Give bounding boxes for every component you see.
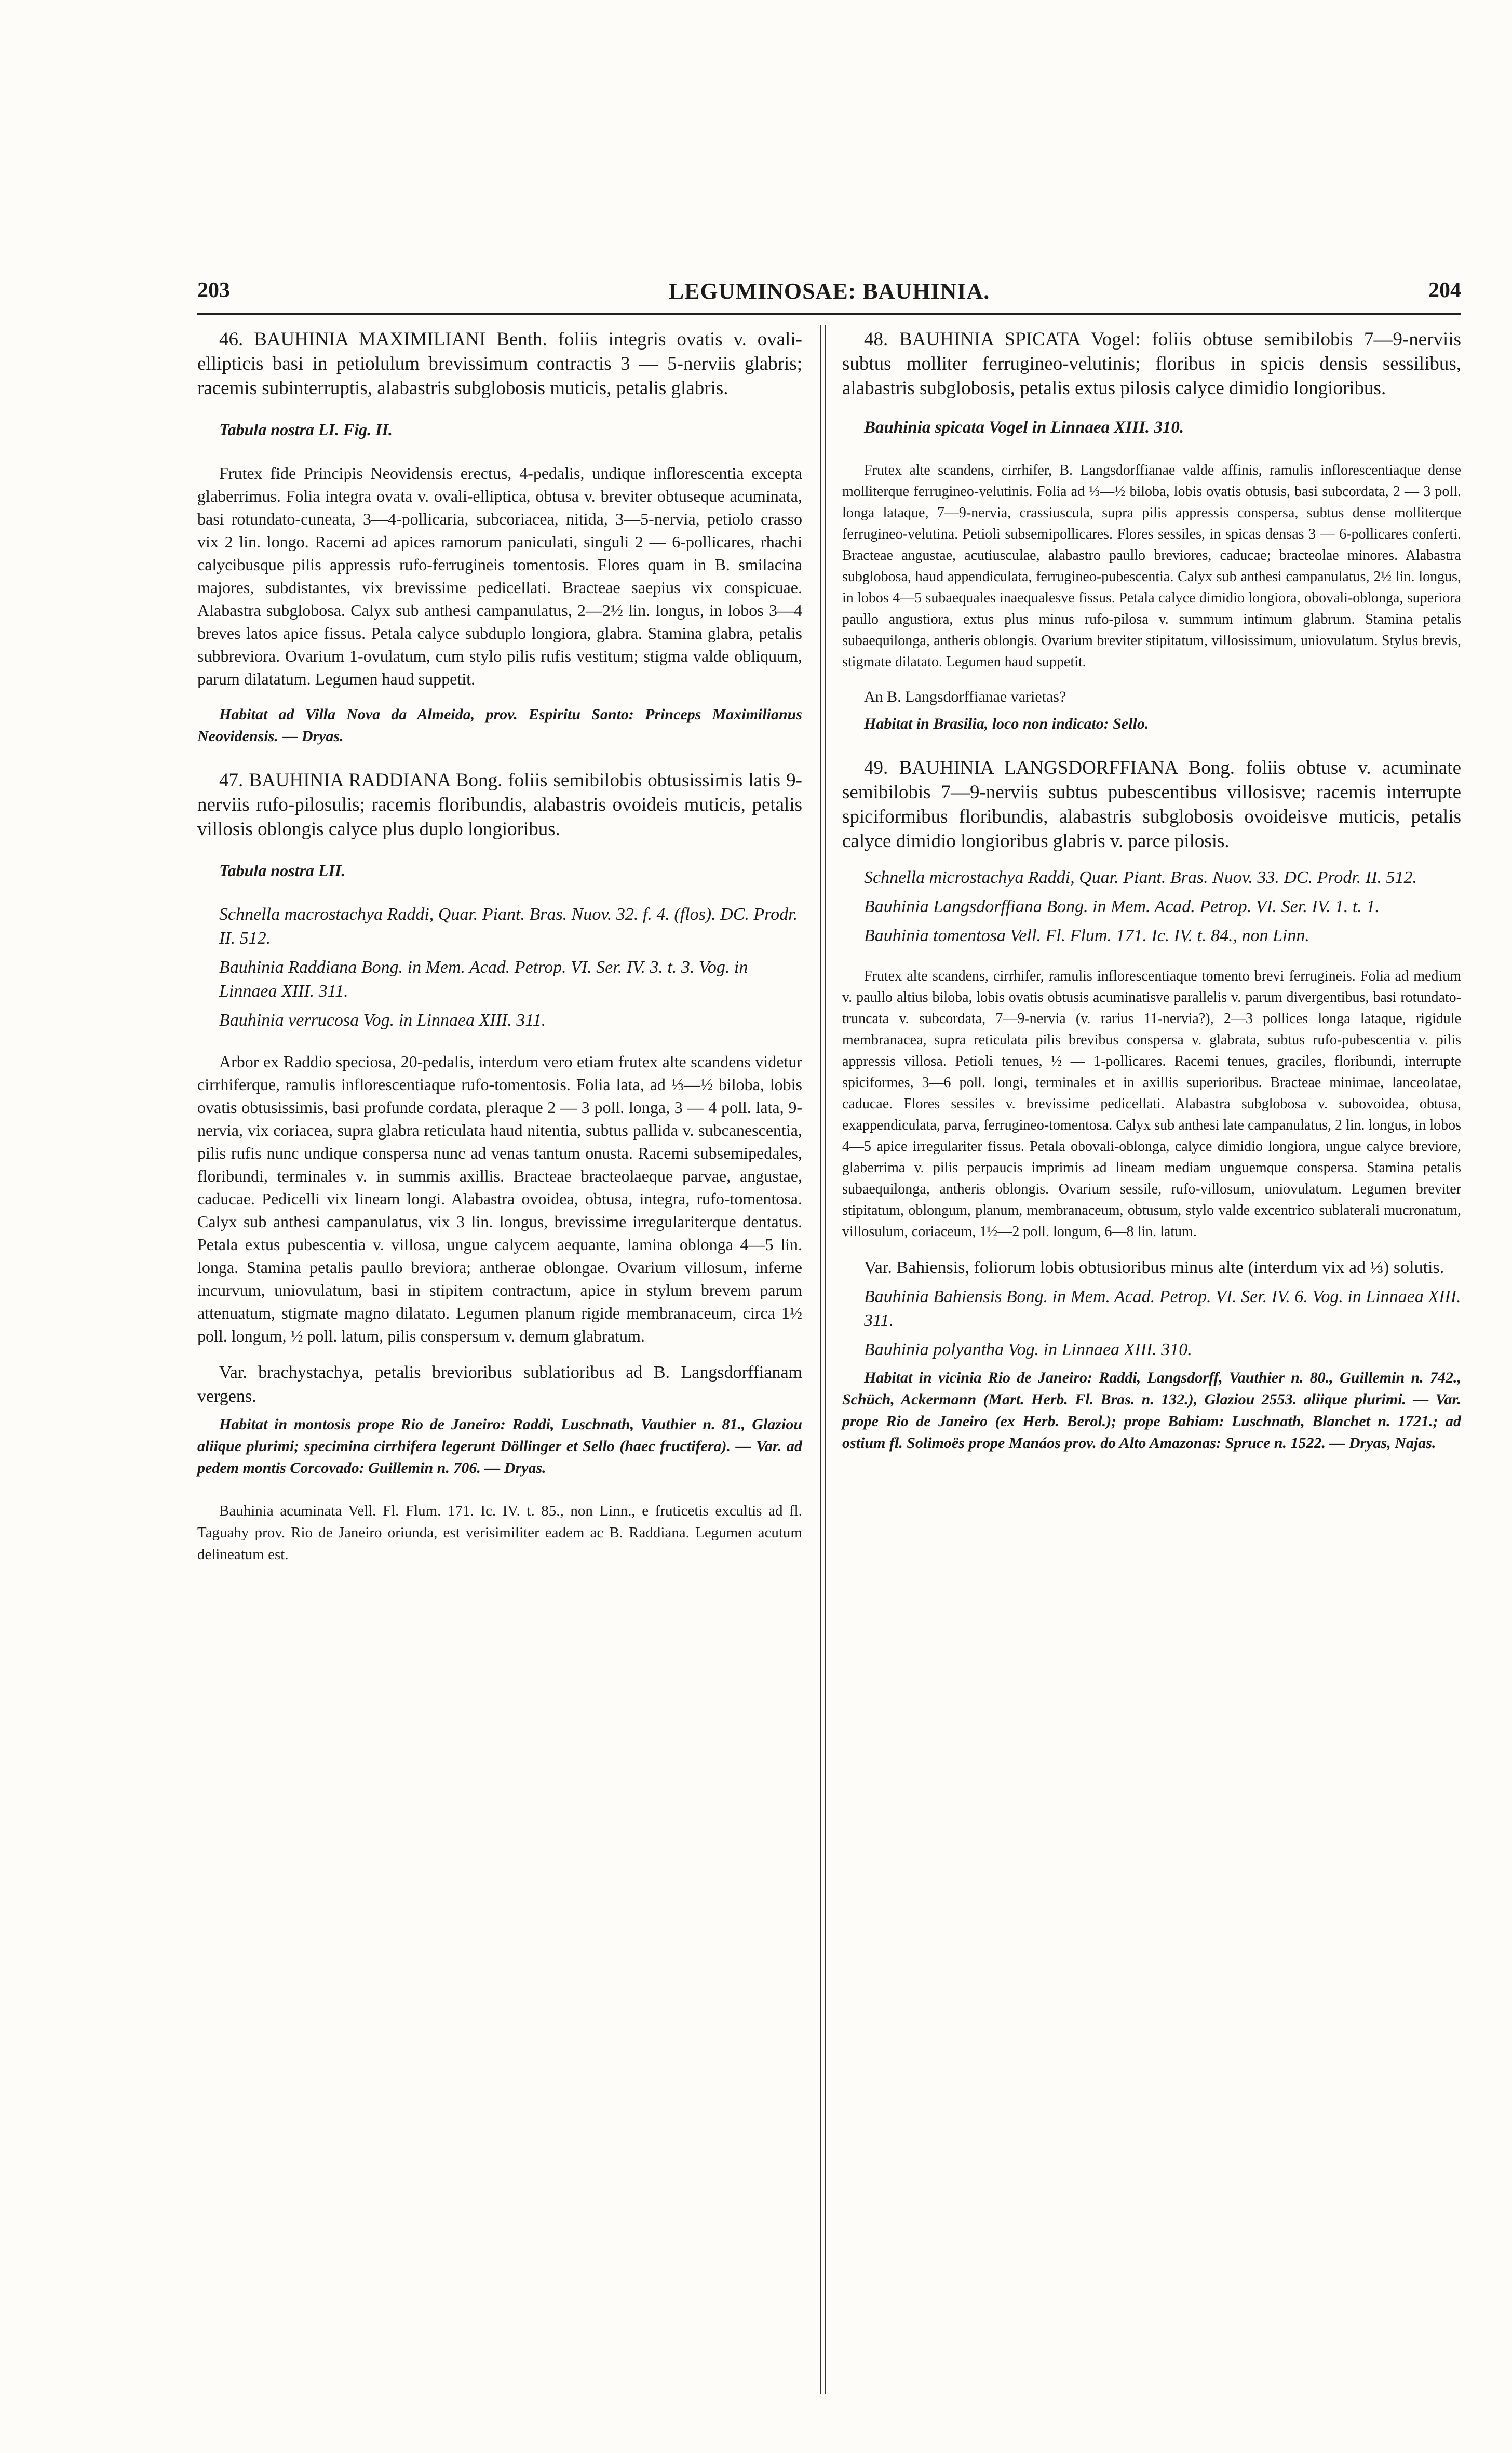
- species-48-reference: Bauhinia spicata Vogel in Linnaea XIII. 310.: [864, 418, 1184, 437]
- species-47-synonym: Bauhinia verrucosa Vog. in Linnaea XIII. 311.: [219, 1011, 546, 1030]
- species-46-plate: Tabula nostra LI. Fig. II.: [219, 420, 393, 439]
- species-48-diagnosis: 48. BAUHINIA SPICATA Vogel: foliis obtuse semibilobis 7—9-nerviis subtus molliter ferrugineo-velutinis; floribus in spicis densis sessilibus, alabastris subglobosis, petalis extus pilosis calyce dimidio longioribus.: [842, 329, 1461, 399]
- species-46-habitat: Habitat ad Villa Nova da Almeida, prov. Espiritu Santo: Princeps Maximilianus Neovidensis. — Dryas.: [197, 706, 802, 745]
- species-49-synonym: Bauhinia polyantha Vog. in Linnaea XIII. 310.: [864, 1340, 1192, 1359]
- species-48-habitat: Habitat in Brasilia, loco non indicato: Sello.: [864, 715, 1149, 732]
- species-49-habitat: Habitat in vicinia Rio de Janeiro: Raddi, Langsdorff, Vauthier n. 80., Guillemin n. 742., Schüch, Ackermann (Mart. Herb. Fl. Bras. n. 132.), Glaziou 2553. aliique plurimi. — Var. prope Rio de Janeiro (ex Herb. Berol.); prope Bahiam: Luschnath, Blanchet n. 1721.; ad ostium fl. Solimoës prope Manáos prov. do Alto Amazonas: Spruce n. 1522. — Dryas, Najas.: [842, 1369, 1461, 1452]
- right-column: [842, 327, 1461, 1475]
- species-49-synonym: Bauhinia tomentosa Vell. Fl. Flum. 171. Ic. IV. t. 84., non Linn.: [864, 926, 1310, 945]
- page-number-right: 204: [1428, 278, 1461, 302]
- species-49-synonym: Bauhinia Bahiensis Bong. in Mem. Acad. Petrop. VI. Ser. IV. 6. Vog. in Linnaea XIII. 311.: [864, 1287, 1461, 1330]
- species-47-synonym: Bauhinia Raddiana Bong. in Mem. Acad. Petrop. VI. Ser. IV. 3. t. 3. Vog. in Linnaea XIII. 311.: [219, 958, 748, 1001]
- species-47-synonym: Schnella macrostachya Raddi, Quar. Piant. Bras. Nuov. 32. f. 4. (flos). DC. Prodr. II. 512.: [219, 905, 798, 948]
- species-49-synonym: Schnella microstachya Raddi, Quar. Piant. Bras. Nuov. 33. DC. Prodr. II. 512.: [864, 868, 1417, 887]
- species-48-query: An B. Langsdorffianae varietas?: [864, 688, 1066, 705]
- species-48-description: Frutex alte scandens, cirrhifer, B. Langsdorffianae valde affinis, ramulis inflorescentiaque dense molliterque ferrugineo-velutinis. Folia ad ⅓—½ biloba, lobis ovatis obtusis, basi subcordata, 2 — 3 poll. longa lataque, 7—9-nervia, crassiuscula, supra pilis appressis conspersa, subtus dense molliterque ferrugineo-velutina. Petioli subsemipollicares. Flores sessiles, in spicas densas 3 — 6-pollicares conferti. Bracteae angustae, acutiusculae, alabastro paullo breviores, caducae; bracteolae minores. Alabastra subglobosa, haud appendiculata, ferrugineo-pubescentia. Calyx sub anthesi campanulatus, 2½ lin. longus, in lobos 4—5 subaequales inaequalesve fissus. Petala calyce dimidio longiora, obovali-oblonga, superiora paullo angustiora, extus plus minus rufo-pilosa v. summum intimum glabrum. Stamina petalis subaequilonga, antheris oblongis. Ovarium breviter stipitatum, villosissimum, uniovulatum. Stylus brevis, stigmate dilatato. Legumen haud suppetit.: [842, 462, 1461, 670]
- species-49-diagnosis: 49. BAUHINIA LANGSDORFFIANA Bong. foliis obtuse v. acuminate semibilobis 7—9-nerviis subtus pubescentibus villosisve; racemis interrupte spiciformibus floribundis, alabastris subglobosis ovoideisve muticis, petalis calyce dimidio longioribus glabris v. parce pilosis.: [842, 757, 1461, 852]
- species-49-variety: Var. Bahiensis, foliorum lobis obtusioribus minus alte (interdum vix ad ⅓) solutis.: [864, 1258, 1445, 1277]
- species-47-diagnosis: 47. BAUHINIA RADDIANA Bong. foliis semibilobis obtusissimis latis 9-nerviis rufo-pilosulis; racemis floribundis, alabastris ovoideis muticis, petalis villosis oblongis calyce plus duplo longioribus.: [197, 770, 802, 840]
- species-49-description: Frutex alte scandens, cirrhifer, ramulis inflorescentiaque tomento brevi ferrugineis. Folia ad medium v. paullo altius biloba, lobis ovatis obtusis acuminatisve parallelis v. parum divergentibus, basi rotundato-truncata v. subcordata, 7—9-nervia (v. rarius 11-nervia?), 2—3 pollices longa lataque, rigidule membranacea, supra reticulata pilis brevibus conspersa v. glabrata, subtus rufo-pubescentia v. pilis appressis villosa. Petioli tenues, ½ — 1-pollicares. Racemi tenues, graciles, floribundi, interrupte spiciformes, 3—6 poll. longi, terminales et in axillis superioribus. Bracteae minimae, lanceolatae, caducae. Flores sessiles v. brevissime pedicellati. Alabastra subglobosa v. subovoidea, obtusa, exappendiculata, parva, ferrugineo-tomentosa. Calyx sub anthesi late campanulatus, 2 lin. longus, in lobos 4—5 apice irregulariter fissus. Petala obovali-oblonga, calyce dimidio longiora, ungue calyce breviore, glaberrima v. pilis perpaucis imprimis ad lineam mediam unguemque conspersa. Stamina petalis subaequilonga, antheris oblongis. Ovarium sessile, rufo-villosum, uniovulatum. Legumen breviter stipitatum, oblongum, planum, membranaceum, obtusum, stylo valde excentrico sublaterali mucronatum, villosulum, coriaceum, 1½—2 poll. longum, 6—8 lin. latum.: [842, 968, 1461, 1240]
- species-47-description: Arbor ex Raddio speciosa, 20-pedalis, interdum vero etiam frutex alte scandens videtur cirrhiferque, ramulis inflorescentiaque rufo-tomentosis. Folia lata, ad ⅓—½ biloba, lobis ovatis obtusissimis, basi profunde cordata, pleraque 2 — 3 poll. longa, 3 — 4 poll. lata, 9-nervia, vix coriacea, supra glabra reticulata haud nitentia, subtus pallida v. subcanescentia, pilis rufis nunc undique conspersa nunc ad venas tantum onusta. Racemi subsemipedales, floribundi, terminales v. in summis axillis. Bracteae bracteolaeque parvae, angustae, caducae. Pedicelli vix lineam longi. Alabastra ovoidea, obtusa, integra, rufo-tomentosa. Calyx sub anthesi campanulatus, vix 3 lin. longus, brevissime irregulariterque dentatus. Petala extus pubescentia v. villosa, ungue calycem aequante, lamina oblonga 4—5 lin. longa. Stamina petalis paullo breviora; antherae oblongae. Ovarium villosum, inferne incurvum, uniovulatum, basi in stipitem contractum, apice in stylum brevem parum attenuatum, stigmate magno dilatato. Legumen planum rigide membranaceum, circa 1½ poll. longum, ½ poll. latum, pilis conspersum v. demum glabratum.: [197, 1052, 802, 1345]
- page-number-left: 203: [197, 278, 230, 302]
- running-title: LEGUMINOSAE: BAUHINIA.: [668, 278, 990, 304]
- species-47-habitat: Habitat in montosis prope Rio de Janeiro: Raddi, Luschnath, Vauthier n. 81., Glaziou aliique plurimi; specimina cirrhifera legerunt Döllinger et Sello (haec fructifera). — Var. ad pedem montis Corcovado: Guillemin n. 706. — Dryas.: [197, 1416, 802, 1477]
- species-47-note: Bauhinia acuminata Vell. Fl. Flum. 171. Ic. IV. t. 85., non Linn., e fruticetis excultis ad fl. Taguahy prov. Rio de Janeiro oriunda, est verisimiliter eadem ac B. Raddiana. Legumen acutum delineatum est.: [197, 1503, 802, 1563]
- left-column: [197, 327, 802, 1586]
- species-46-diagnosis: 46. BAUHINIA MAXIMILIANI Benth. foliis integris ovatis v. ovali-ellipticis basi in petiolulum brevissimum contractis 3 — 5-nerviis glabris; racemis subinterruptis, alabastris subglobosis muticis, petalis glabris.: [197, 329, 802, 399]
- species-46-description: Frutex fide Principis Neovidensis erectus, 4-pedalis, undique inflorescentia excepta glaberrimus. Folia integra ovata v. ovali-elliptica, obtusa v. breviter obtuseque acuminata, basi rotundato-cuneata, 3—4-pollicaria, subcoriacea, nitida, 3—5-nervia, petiolo crasso vix 2 lin. longo. Racemi ad apices ramorum paniculati, singuli 2 — 6-pollicares, rhachi calycibusque pilis appressis rufo-ferrugineis tomentosis. Flores quam in B. smilacina majores, subdistantes, vix brevissime pedicellati. Bracteae saepius vix conspicuae. Alabastra subglobosa. Calyx sub anthesi campanulatus, 2—2½ lin. longus, in lobos 3—4 breves latos apice fissus. Petala calyce subduplo longiora, glabra. Stamina glabra, petalis subbreviora. Ovarium 1-ovulatum, cum stylo pilis rufis vestitum; stigma valde obliquum, parum dilatatum. Legumen haud suppetit.: [197, 464, 802, 688]
- species-49-synonym: Bauhinia Langsdorffiana Bong. in Mem. Acad. Petrop. VI. Ser. IV. 1. t. 1.: [864, 897, 1380, 916]
- column-divider: [820, 325, 826, 2394]
- species-47-variety: Var. brachystachya, petalis brevioribus sublatioribus ad B. Langsdorffianam vergens.: [197, 1363, 802, 1406]
- header-rule: [197, 313, 1461, 315]
- species-47-plate: Tabula nostra LII.: [219, 861, 346, 880]
